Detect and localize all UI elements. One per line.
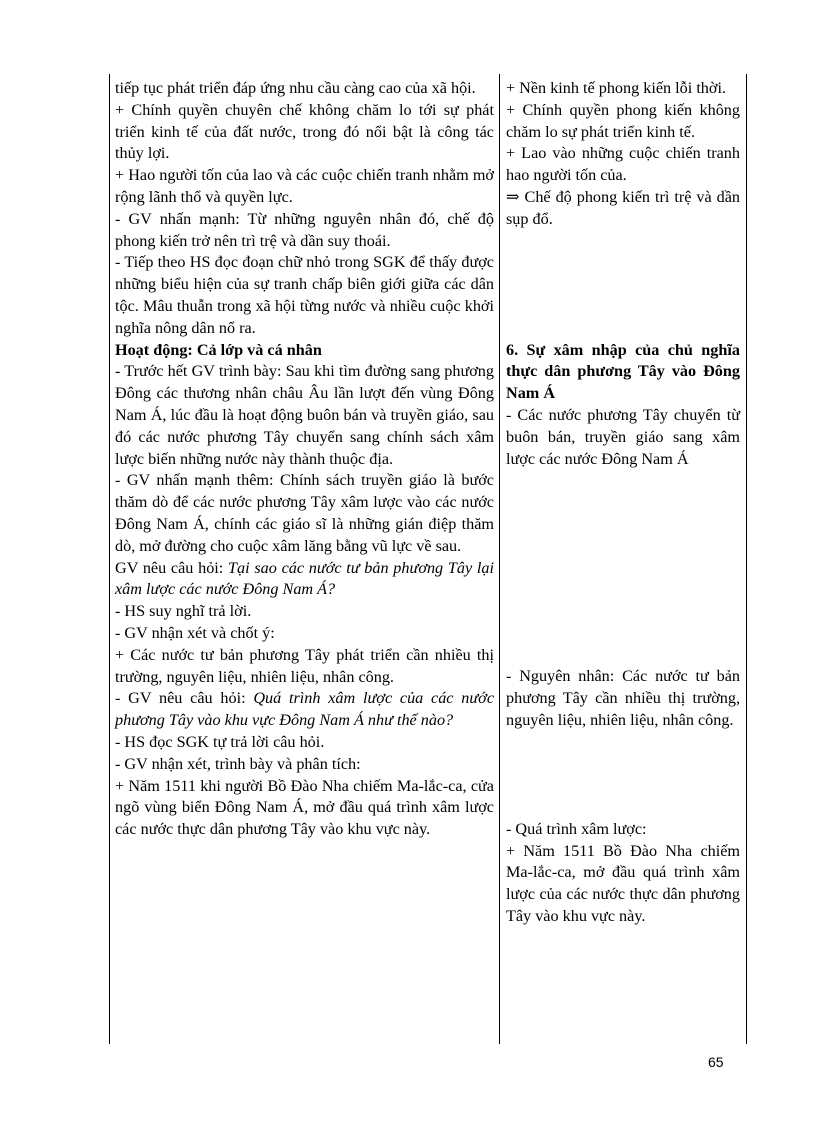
left-paragraph-3: + Hao người tốn của lao và các cuộc chiến tranh nhằm mở rộng lãnh thổ và quyền lực. xyxy=(115,166,494,206)
right-paragraph-7: - Nguyên nhân: Các nước tư bản phương Tây cần nhiều thị trường, nguyên liệu, nhiên liệu, nhân công. xyxy=(506,667,740,729)
left-paragraph-2: + Chính quyền chuyên chế không chăm lo tới sự phát triển kinh tế của đất nước, trong đó nổi bật là công tác thủy lợi. xyxy=(115,100,494,163)
lesson-table xyxy=(109,74,747,1044)
right-paragraph-1: + Nền kinh tế phong kiến lỗi thời. xyxy=(506,79,727,97)
teacher-activities-column xyxy=(115,78,494,841)
left-paragraph-4: - GV nhấn mạnh: Từ những nguyên nhân đó, chế độ phong kiến trở nên trì trệ và dần suy thoái. xyxy=(115,209,494,250)
left-paragraph-10: - HS suy nghĩ trả lời. xyxy=(115,602,252,621)
left-paragraph-12: + Các nước tư bản phương Tây phát triển cần nhiều thị trường, nguyên liệu, nhiên liệu, nhân công. xyxy=(115,645,494,686)
right-paragraph-8: - Quá trình xâm lược: xyxy=(506,819,647,838)
left-paragraph-5: - Tiếp theo HS đọc đoạn chữ nhỏ trong SGK để thấy được những biểu hiện của sự tranh chấp biên giới giữa các dân tộc. Mâu thuẫn trong xã hội từng nước và nhiều cuộc khởi nghĩa nông dân nổ ra. xyxy=(115,253,494,337)
table-right-border xyxy=(746,74,747,1044)
left-paragraph-8: - GV nhấn mạnh thêm: Chính sách truyền giáo là bước thăm dò để các nước phương Tây xâm lược vào các nước Đông Nam Á, chính các giáo sĩ là những gián điệp thăm dò, mở đường cho cuộc xâm lăng bằng vũ lực về sau. xyxy=(115,471,494,555)
right-paragraph-2: + Chính quyền phong kiến không chăm lo sự phát triển kinh tế. xyxy=(506,100,740,141)
question-2-text: Quá trình xâm lược của các nước phương Tây vào khu vực Đông Nam Á như thế nào? xyxy=(115,689,495,730)
question-2 xyxy=(115,688,494,732)
table-left-border xyxy=(109,74,110,1044)
right-paragraph-9: + Năm 1511 Bồ Đào Nha chiếm Ma-lắc-ca, mở đầu quá trình xâm lược của các nước thực dân phương Tây vào khu vực này. xyxy=(506,841,740,925)
left-paragraph-7: - Trước hết GV trình bày: Sau khi tìm đường sang phương Đông các thương nhân châu Âu lần lượt đến vùng Đông Nam Á, lúc đầu là hoạt động buôn bán và truyền giáo, sau đó các nước phương Tây chuyển sang chính sách xâm lược biến những nước này thành thuộc địa. xyxy=(115,362,494,468)
right-paragraph-4 xyxy=(506,187,740,231)
page-number: 65 xyxy=(708,1054,724,1070)
left-paragraph-1: tiếp tục phát triển đáp ứng nhu cầu càng cao của xã hội. xyxy=(115,79,476,97)
left-paragraph-11: - GV nhận xét và chốt ý: xyxy=(115,623,275,642)
question-2-lead: - GV nêu câu hỏi: xyxy=(115,689,254,708)
left-paragraph-15: - GV nhận xét, trình bày và phân tích: xyxy=(115,754,361,773)
question-1 xyxy=(115,558,494,602)
table-column-divider xyxy=(499,74,500,1044)
question-1-text: Tại sao các nước tư bản phương Tây lại xâm lược các nước Đông Nam Á? xyxy=(115,558,494,599)
right-paragraph-6: - Các nước phương Tây chuyển từ buôn bán, truyền giáo sang xâm lược các nước Đông Nam Á xyxy=(506,405,740,468)
section-6-heading: 6. Sự xâm nhập của chủ nghĩa thực dân phương Tây vào Đông Nam Á xyxy=(506,340,740,403)
left-paragraph-16: + Năm 1511 khi người Bồ Đào Nha chiếm Ma-lắc-ca, cửa ngõ vùng biển Đông Nam Á, mở đầu quá trình xâm lược các nước thực dân phương Tây vào khu vực này. xyxy=(115,776,494,839)
implies-arrow-icon: ⇒ xyxy=(506,187,520,206)
right-paragraph-3: + Lao vào những cuộc chiến tranh hao người tốn của. xyxy=(506,144,740,185)
left-paragraph-14: - HS đọc SGK tự trả lời câu hỏi. xyxy=(115,732,325,751)
key-knowledge-column xyxy=(506,78,740,928)
conclusion-text: Chế độ phong kiến trì trệ và dần sụp đổ. xyxy=(506,187,740,228)
question-1-lead: GV nêu câu hỏi: xyxy=(115,558,229,577)
activity-heading: Hoạt động: Cả lớp và cá nhân xyxy=(115,340,322,359)
